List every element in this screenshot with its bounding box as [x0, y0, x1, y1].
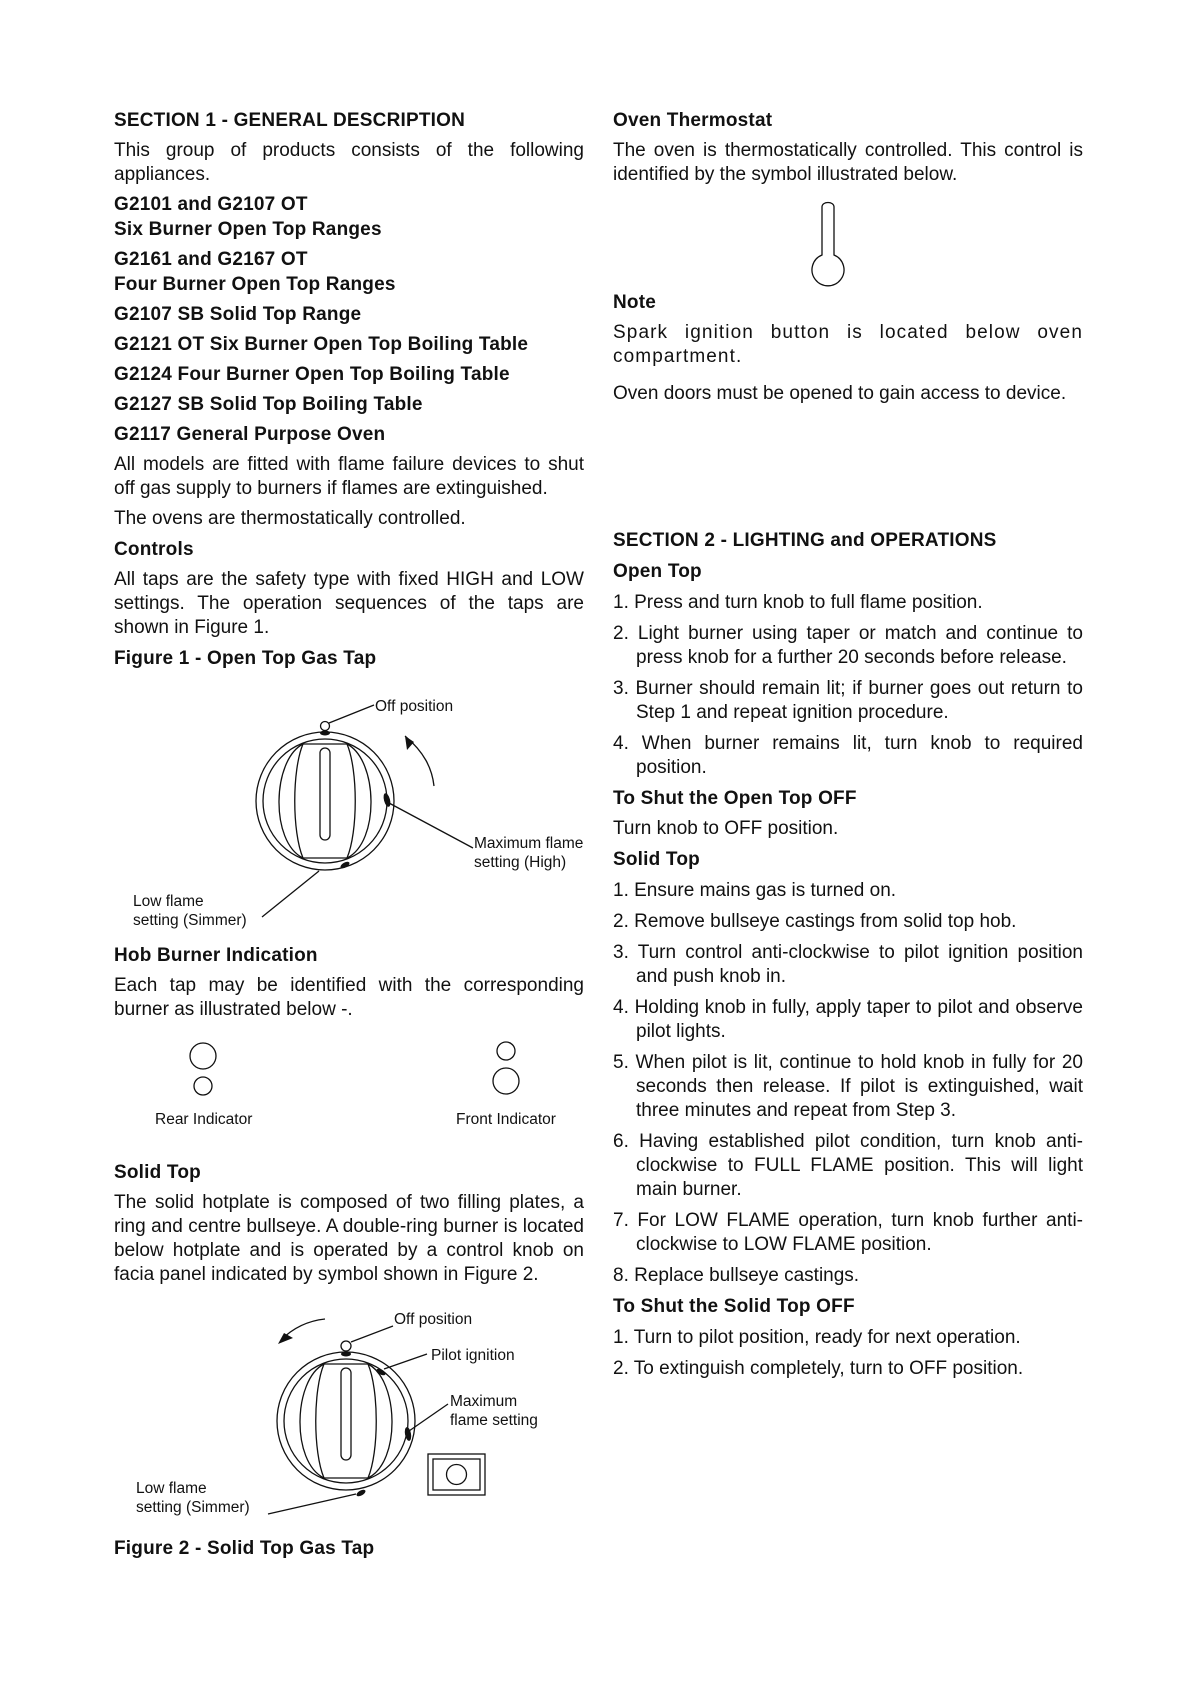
- oven-thermostat-heading: Oven Thermostat: [613, 110, 773, 131]
- hob-heading: Hob Burner Indication: [114, 945, 318, 966]
- section1-title: SECTION 1 - GENERAL DESCRIPTION: [114, 110, 466, 131]
- solid-top-text: The solid hotplate is composed of two filling plates, a ring and centre bullseye. A double-ring burner is located below hotplate and is operated by a control knob on facia panel indicated by symbol shown in Figure 2.: [114, 1192, 584, 1285]
- figure1-max-label-2: setting (High): [474, 854, 567, 871]
- model-line: G2101 and G2107 OT: [114, 194, 308, 215]
- list-item: 5. When pilot is lit, continue to hold knob in fully for 20 seconds then release. If pilot is extinguished, wait three minutes and repeat from Step 3.: [613, 1052, 1083, 1121]
- model-line: G2117 General Purpose Oven: [114, 424, 386, 445]
- intro-text: This group of products consists of the following appliances.: [114, 140, 584, 185]
- figure1-low-label: Low flame: [133, 893, 204, 910]
- model-line: G2127 SB Solid Top Boiling Table: [114, 394, 423, 415]
- figure2-off-label: Off position: [394, 1311, 473, 1328]
- list-item: 2. To extinguish completely, turn to OFF position.: [613, 1358, 1024, 1379]
- section2-title: SECTION 2 - LIGHTING and OPERATIONS: [613, 530, 997, 551]
- list-item: 1. Press and turn knob to full flame position.: [613, 592, 983, 613]
- shut-solid-top-heading: To Shut the Solid Top OFF: [613, 1296, 855, 1317]
- thermometer-icon: [812, 203, 844, 286]
- list-item: 4. Holding knob in fully, apply taper to pilot and observe pilot lights.: [613, 997, 1083, 1042]
- model-line: G2107 SB Solid Top Range: [114, 304, 362, 325]
- model-line: Four Burner Open Top Ranges: [114, 274, 396, 295]
- oven-thermostat-text: The oven is thermostatically controlled. This control is identified by the symbol illustrated below.: [613, 140, 1083, 185]
- figure2-title: Figure 2 - Solid Top Gas Tap: [114, 1538, 375, 1559]
- note-section: [613, 290, 1083, 406]
- open-top-heading: Open Top: [613, 561, 702, 582]
- note-heading: Note: [613, 292, 657, 313]
- solid-top-heading: Solid Top: [114, 1162, 201, 1183]
- list-item: 3. Turn control anti-clockwise to pilot ignition position and push knob in.: [613, 942, 1083, 987]
- note-text-2: Oven doors must be opened to gain access to device.: [613, 383, 1067, 404]
- figure2-low-label: Low flame: [136, 1480, 207, 1497]
- figure1-max-label: Maximum flame: [474, 835, 584, 852]
- hob-text: Each tap may be identified with the corresponding burner as illustrated below -.: [114, 975, 584, 1020]
- controls-text: All taps are the safety type with fixed HIGH and LOW settings. The operation sequences of the taps are shown in Figure 1.: [114, 569, 584, 638]
- figure1-low-label-2: setting (Simmer): [133, 912, 247, 929]
- rear-indicator-label: Rear Indicator: [155, 1111, 253, 1128]
- list-item: 8. Replace bullseye castings.: [613, 1265, 860, 1286]
- open-top-steps: [613, 591, 1083, 780]
- model-line: G2161 and G2167 OT: [114, 249, 308, 270]
- shut-open-top-text: Turn knob to OFF position.: [613, 818, 839, 839]
- figure2-max-label-2: flame setting: [450, 1412, 538, 1429]
- list-item: 6. Having established pilot condition, turn knob anti-clockwise to FULL FLAME position. This will light main burner.: [613, 1131, 1083, 1200]
- list-item: 2. Light burner using taper or match and continue to press knob for a further 20 seconds before release.: [613, 623, 1083, 668]
- ovens-thermo-text: The ovens are thermostatically controlled.: [114, 508, 466, 529]
- shut-solid-top-steps: [613, 1326, 1083, 1381]
- figure2-low-label-2: setting (Simmer): [136, 1499, 250, 1516]
- flame-failure-text: All models are fitted with flame failure devices to shut off gas supply to burners if flames are extinguished.: [114, 454, 584, 499]
- list-item: 2. Remove bullseye castings from solid top hob.: [613, 911, 1017, 932]
- note-text: Spark ignition button is located below oven compartment.: [613, 322, 1083, 367]
- list-item: 7. For LOW FLAME operation, turn knob further anti-clockwise to LOW FLAME position.: [613, 1210, 1083, 1255]
- list-item: 1. Turn to pilot position, ready for next operation.: [613, 1327, 1021, 1348]
- figure2-pilot-label: Pilot ignition: [431, 1347, 515, 1364]
- list-item: 3. Burner should remain lit; if burner goes out return to Step 1 and repeat ignition procedure.: [613, 678, 1083, 723]
- model-line: G2121 OT Six Burner Open Top Boiling Table: [114, 334, 529, 355]
- model-line: G2124 Four Burner Open Top Boiling Table: [114, 364, 510, 385]
- list-item: 4. When burner remains lit, turn knob to required position.: [613, 733, 1083, 778]
- controls-heading: Controls: [114, 539, 194, 560]
- figure2-max-label: Maximum: [450, 1393, 518, 1410]
- shut-open-top-heading: To Shut the Open Top OFF: [613, 788, 857, 809]
- solid-top-steps: [613, 879, 1083, 1288]
- solid-top-ops-heading: Solid Top: [613, 849, 700, 870]
- model-line: Six Burner Open Top Ranges: [114, 219, 382, 240]
- figure1-title: Figure 1 - Open Top Gas Tap: [114, 648, 377, 669]
- section2: [613, 528, 1083, 1381]
- front-indicator-label: Front Indicator: [456, 1111, 556, 1128]
- list-item: 1. Ensure mains gas is turned on.: [613, 880, 897, 901]
- figure1-off-label: Off position: [375, 698, 454, 715]
